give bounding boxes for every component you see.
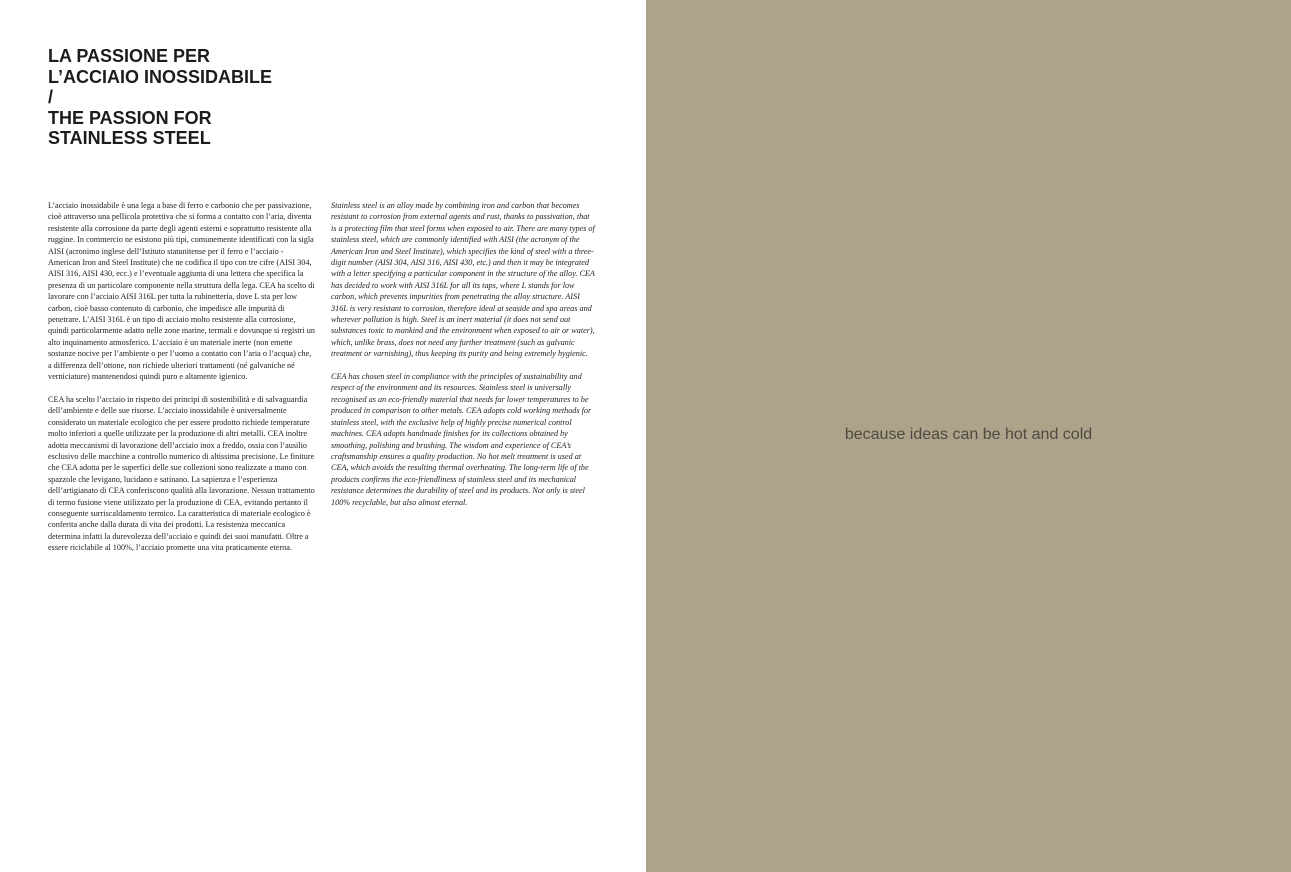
tagline: because ideas can be hot and cold <box>844 426 1093 443</box>
title-line-1: LA PASSIONE PER <box>48 46 211 66</box>
page-title <box>48 46 308 149</box>
title-line-2: L’ACCIAIO INOSSIDABILE <box>48 66 273 87</box>
english-text-column <box>331 200 597 519</box>
italian-paragraph-2: CEA ha scelto l’acciaio in rispetto dei principi di sostenibilità e di salvaguardia dell’ambiente e delle sue risorse. L’acciaio inossidabile è universalmente considerato un materiale ecologico che per essere prodotto richiede temperature molto inferiori a quelle utilizzate per la produzione di altri metalli. CEA inoltre adotta meccanismi di lavorazione dell’acciaio inox a freddo, ossia con l’ausilio esclusivo delle macchine a controllo numerico di altissima precisione. Le finiture che CEA adotta per le superfici delle sue collezioni sono realizzate a mano con spazzole che levigano, lucidano e satinano. La sapienza e l’esperienza dell’artigianato di CEA conferiscono qualità alla lavorazione. Nessun trattamento di termo fusione viene utilizzato per la produzione di CEA, evitando pertanto il conseguente surriscaldamento termico. La caratteristica di materiale ecologico è conferita anche dalla durata di vita dei prodotti. La resistenza meccanica determina infatti la durevolezza dell’acciaio e quindi dei suoi manufatti. Oltre a essere riciclabile al 100%, l’acciaio promette una vita praticamente eterna. <box>48 394 315 553</box>
italian-paragraph-1: L’acciaio inossidabile è una lega a base di ferro e carbonio che per passivazione, cioè attraverso una pellicola protettiva che si forma a contatto con l’aria, diventa resistente alla corrosione da parte degli agenti esterni e soprattutto resistente alla ruggine. In commercio ne esistono più tipi, comunemente identificati con la sigla AISI (acronimo inglese dell’Istituto statunitense per il ferro e l’acciaio - American Iron and Steel Institute) che ne codifica il tipo con tre cifre (AISI 304, AISI 316, AISI 430, ecc.) e l’eventuale aggiunta di una lettera che specifica la presenza di un particolare componente nella struttura della lega. CEA ha scelto di lavorare con l’acciaio AISI 316L per tutta la rubinetteria, dove L sta per low carbon, cioè basso contenuto di carbonio, che impedisce alle impurità di penetrare. L’AISI 316L è un tipo di acciaio molto resistente alla corrosione, quindi particolarmente adatto nelle zone marine, termali e dovunque si registri un alto inquinamento atmosferico. L’acciaio è un materiale inerte (non emette sostanze nocive per l’ambiente o per l’uomo a contatto con l’aria o l’acqua) che, a differenza dell’ottone, non richiede ulteriori trattamenti (né galvaniche né verniciature) mantenendosi quindi puro e altamente igienico. <box>48 201 315 382</box>
english-paragraph-2: CEA has chosen steel in compliance with the principles of sustainability and respect of the environment and its resources. Stainless steel is universally recognised as an eco-friendly material that needs far lower temperatures to be produced in comparison to other metals. CEA adopts cold working methods for stainless steel, with the exclusive help of highly precise numerical control machines. CEA adopts handmade finishes for its collections obtained by smoothing, polishing and brushing. The wisdom and experience of CEA’s craftsmanship ensures a quality production. No hot melt treatment is used at CEA, which avoids the resulting thermal overheating. The long-term life of the products confirms the eco-friendliness of stainless steel and its mechanical resistance determines the durability of steel and its products. Not only is steel 100% recyclable, but also almost eternal. <box>331 372 592 507</box>
title-line-3: / <box>48 87 54 107</box>
italian-text-column <box>48 200 316 565</box>
title-line-4: THE PASSION FOR <box>48 107 212 128</box>
english-paragraph-1: Stainless steel is an alloy made by combining iron and carbon that becomes resistant to corrosion from external agents and rust, thanks to passivation, that is a protecting film that steel forms when exposed to air. There are many types of stainless steel, which are commonly identified with AISI (the acronym of the American Iron and Steel Institute), which specifies the kind of steel with a three-digit number (AISI 304, AISI 316, AISI 430, etc.) and then it may be integrated with a letter specifying a particular component in the structure of the alloy. CEA has decided to work with AISI 316L for all its taps, where L stands for low carbon, which prevents impurities from penetrating the alloy structure. AISI 316L is very resistant to corrosion, therefore ideal at seaside and spa areas and wherever pollution is high. Steel is an inert material (it does not send out substances toxic to mankind and the environment when exposed to air or water), which, unlike brass, does not need any further treatment (such as galvanic treatment or varnishing), thus keeping its purity and being extremely hygienic. <box>331 201 595 359</box>
title-line-5: STAINLESS STEEL <box>48 128 211 148</box>
right-page <box>646 0 1291 872</box>
